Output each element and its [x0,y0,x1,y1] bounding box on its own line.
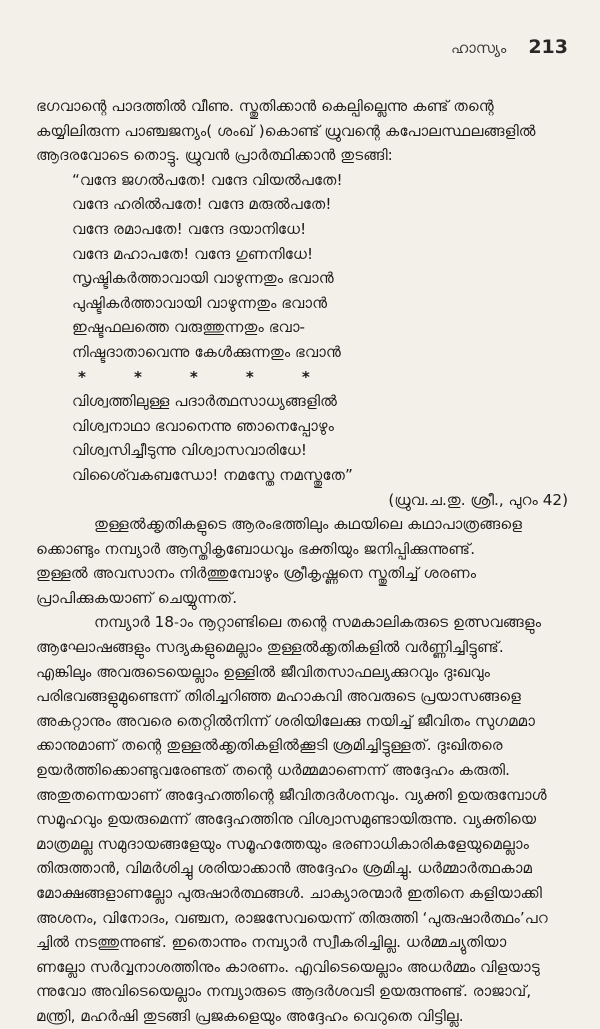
page-number: 213 [528,36,568,58]
text-line: തിരുത്താൻ, വിമർശിച്ചു ശരിയാക്കാൻ അദ്ദേഹം ശ്രമിച്ചു. ധർമ്മാർത്ഥകാമ [36,859,532,878]
verse-line: നിഷ്ടദാതാവെന്നു കേൾക്കുന്നതും ഭവാൻ [72,342,341,361]
text-line: ന്നുവോ അവിടെയെല്ലാം നമ്പ്യാരുടെ ആദർശവടി ഉയരുന്നുണ്ട്. രാജാവ്, [36,982,532,1001]
text-line: ണല്ലോ സർവ്വനാശത്തിനും കാരണം. എവിടെയെല്ലാം അധർമ്മം വിളയാടു [36,957,540,976]
verse-line: “വന്ദേ ജഗൽപതേ! വന്ദേ വിയൽപതേ! [72,170,343,189]
paragraph-2 [36,512,572,610]
text-line: പരിഭവങ്ങളുമുണ്ടെന്ന് തിരിച്ചറിഞ്ഞ മഹാകവി അവരുടെ പ്രയാസങ്ങളെ [36,687,521,706]
text-line: കയ്യിലിരുന്ന പാഞ്ചജന്യം( ശംഖ് )കൊണ്ട് ധ്രുവന്റെ കപോലസ്ഥലങ്ങളിൽ [36,121,536,140]
page-body [36,94,572,1029]
text-line: അതുതന്നെയാണ് അദ്ദേഹത്തിന്റെ ജീവിതദർശനവും. വ്യക്തി ഉയരുമ്പോൾ [36,785,547,804]
star-glyph: * [245,367,254,386]
text-line: ആദരവോടെ തൊട്ടു. ധ്രുവൻ പ്രാർത്ഥിക്കാൻ തുടങ്ങി: [36,146,393,165]
verse-separator [72,365,572,390]
text-line: ഭഗവാന്റെ പാദത്തിൽ വീണു. സ്തുതിക്കാൻ കെല്പില്ലെന്നു കണ്ട് തന്റെ [36,97,494,115]
text-line: ക്കൊണ്ടും നമ്പ്യാർ ആസ്തികൃബോധവും ഭക്തിയും ജനിപ്പിക്കുന്നുണ്ട്. [36,539,476,558]
text-line: മാത്രമല്ല സമുദായങ്ങളേയും സമൂഹത്തേയും ഭരണാധികാരികളേയുമെല്ലാം [36,834,529,853]
intro-paragraph [36,94,572,168]
text-line: സമൂഹവും ഉയരുമെന്ന് അദ്ദേഹത്തിനു വിശ്വാസമുണ്ടായിരുന്നു. വ്യക്തിയെ [36,810,537,829]
verse-line: വിശൈ്വകബന്ധോ! നമസ്തേ നമസ്തുതേ” [72,465,353,484]
running-title: ഹാസ്യം [450,39,507,57]
star-separator [72,365,572,390]
star-glyph: * [301,367,310,386]
text-line: ആഘോഷങ്ങളും സദ്യകളുമെല്ലാം തുള്ളൽക്കൃതികളിൽ വർണ്ണിച്ചിട്ടുണ്ട്. [36,638,504,657]
page-header [451,36,568,58]
text-line: ക്കാനുമാണ് തന്റെ തുള്ളൽക്കൃതികളിൽക്കൂടി ശ്രമിച്ചിട്ടുള്ളത്. ദുഃഖിതരെ [36,736,503,755]
text-line: ഉയർത്തിക്കൊണ്ടുവരേണ്ടത് തന്റെ ധർമ്മമാണെന്ന് അദ്ദേഹം കരുതി. [36,761,510,780]
verse-block-1 [72,168,572,365]
verse-line: ഇഷ്ടഫലത്തെ വരുത്തുന്നതും ഭവാ- [72,318,306,337]
verse-line: വിശ്വനാഥാ ഭവാനെന്നു ഞാനെപ്പോഴും [72,416,334,435]
verse-block-2 [72,389,572,487]
text-line: നമ്പ്യാർ 18-ാം നൂറ്റാണ്ടിലെ തന്റെ സമകാലികരുടെ ഉത്സവങ്ങളും [94,613,542,632]
text-line: മന്ത്രി, മഹർഷി തുടങ്ങി പ്രജകളെയും അദ്ദേഹം വെറുതെ വിട്ടില്ല. [36,1006,464,1025]
verse-line: സൃഷ്ടികർത്താവായി വാഴുന്നതും ഭവാൻ [72,269,334,288]
verse-line: പുഷ്ടികർത്താവായി വാഴുന്നതും ഭവാൻ [72,293,328,312]
paragraph-3 [36,610,572,1028]
text-line: അശനം, വിനോദം, വഞ്ചന, രാജസേവയെന്ന് തിരുത്തി ‘പുരുഷാർത്ഥം’പറ [36,908,548,927]
text-line: എങ്കിലും അവരുടെയെല്ലാം ഉള്ളിൽ ജീവിതസാഫല്യക്കുറവും ദുഃഖവും [36,662,491,681]
verse-line: വിശ്വത്തിലുള്ള പദാർത്ഥസാധ്യങ്ങളിൽ [72,392,338,411]
verse-line: വന്ദേ രമാപതേ! വന്ദേ ദയാനിധേ! [72,219,307,238]
star-glyph: * [189,367,198,386]
verse-line: വിശ്വസിച്ചീടുന്നു വിശ്വാസവാരിധേ! [72,441,307,460]
text-line: തുള്ളൽ അവസാനം നിർത്തുമ്പോഴും ശ്രീകൃഷ്ണനെ സ്തുതിച്ച് ശരണം [36,564,477,583]
text-line: തുള്ളൽക്കൃതികളുടെ ആരംഭത്തിലും കഥയിലെ കഥാപാത്രങ്ങളെ [94,515,523,534]
star-glyph: * [78,367,86,386]
text-line: ച്ചിൽ നടത്തുന്നുണ്ട്. ഇതൊന്നും നമ്പ്യാർ സ്വീകരിച്ചില്ല. ധർമ്മച്യുതിയാ [36,933,507,952]
citation: (ധ്രുവ.ച.തു. ശ്രീ., പുറം 42) [388,490,568,509]
verse-line: വന്ദേ ഹരിൽപതേ! വന്ദേ മരുൽപതേ! [72,195,332,214]
star-glyph: * [133,367,142,386]
text-line: പ്രാപിക്കുകയാണ് ചെയ്യുന്നത്. [36,588,238,607]
text-line: അകറ്റാനും അവരെ തെറ്റിൽനിന്ന് ശരിയിലേക്കു നയിച്ച് ജീവിതം സുഗമമാ [36,711,535,730]
verse-line: വന്ദേ മഹാപതേ! വന്ദേ ഗുണനിധേ! [72,244,314,263]
text-line: മോക്ഷങ്ങളാണല്ലോ പുരുഷാർത്ഥങ്ങൾ. ചാക്യാരന്മാർ ഇതിനെ കളിയാക്കി [36,884,542,902]
